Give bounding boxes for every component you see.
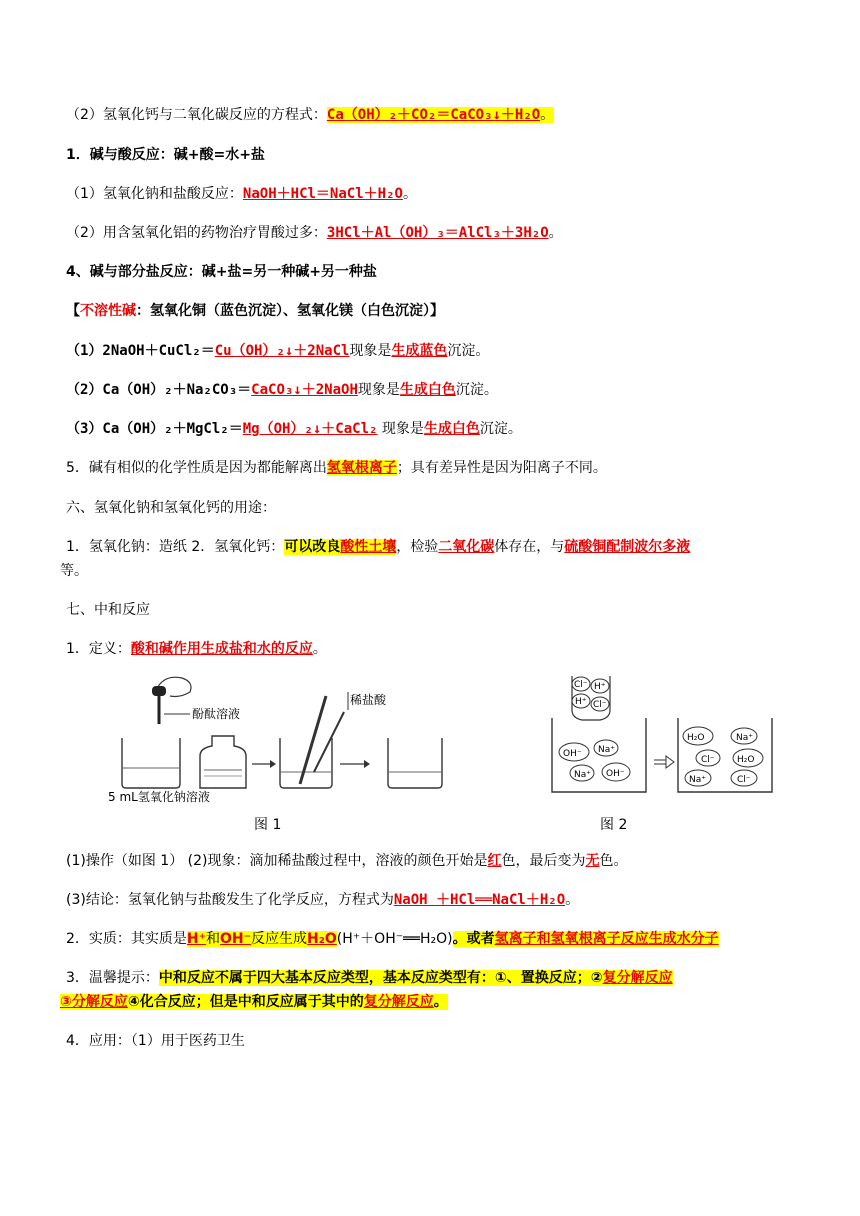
line-caoh2-na2co3: （2）Ca（OH）₂＋Na₂CO₃＝CaCO₃↓＋2NaOH现象是生成白色沉淀。 <box>66 382 498 398</box>
beaker-1 <box>122 738 180 788</box>
answer-phenomenon: 生成白色 <box>399 382 456 398</box>
answer-double-decomposition: 复分解反应 <box>602 970 673 986</box>
ion-label: H⁺ <box>575 697 587 707</box>
figure-2-caption: 图 2 <box>600 817 628 833</box>
line-uses-tail: 等。 <box>60 563 88 579</box>
answer-co2: 二氧化碳 <box>438 539 495 555</box>
line-uses-detail: 1．氢氧化钠：造纸 2．氢氧化钙：可以改良酸性土壤，检验二氧化碳体存在，与硫酸铜配制波尔多液 <box>66 539 691 555</box>
answer-equation: Ca（OH）₂＋CO₂＝CaCO₃↓＋H₂O <box>326 107 541 123</box>
figure-1 <box>104 668 454 804</box>
ion-label: H₂O <box>687 733 705 743</box>
ion-label: Cl⁻ <box>574 680 588 690</box>
arrow-head <box>270 760 276 768</box>
answer-equation: NaOH ＋HCl══NaCl＋H₂O <box>393 892 566 908</box>
answer-equation: NaOH＋HCl＝NaCl＋H₂O <box>242 186 403 202</box>
label-naoh-solution: 5 mL氢氧化钠溶液 <box>108 790 210 804</box>
line-conclusion: (3)结论：氢氧化钠与盐酸发生了化学反应，方程式为NaOH ＋HCl══NaCl＋H₂O。 <box>66 892 580 908</box>
answer-oh-ion: OH⁻ <box>220 931 252 947</box>
ion-label: OH⁻ <box>606 769 625 779</box>
line-caoh2-co2: （2）氢氧化钙与二氧化碳反应的方程式：Ca（OH）₂＋CO₂＝CaCO₃↓＋H₂O。 <box>66 107 555 123</box>
line-caoh2-mgcl2: （3）Ca（OH）₂＋MgCl₂＝Mg（OH）₂↓＋CaCl₂ 现象是生成白色沉淀。 <box>66 421 522 437</box>
line-tip-cont: ③分解反应④化合反应；但是中和反应属于其中的复分解反应。 <box>60 994 448 1010</box>
ion-label: Na⁺ <box>689 775 706 785</box>
heading-base-salt: 4、碱与部分盐反应：碱+盐=另一种碱+另一种盐 <box>66 264 377 280</box>
line-essence: 2．实质：其实质是H⁺和OH⁻反应生成H₂O(H⁺＋OH⁻══H₂O)。或者氢离子和氢氧根离子反应生成水分子 <box>66 931 719 947</box>
heading-base-acid: 1．碱与酸反应：碱+酸=水+盐 <box>66 147 265 163</box>
ion-label: Cl⁻ <box>593 700 607 710</box>
figure-1-caption: 图 1 <box>254 817 282 833</box>
answer-equation: Cu（OH）₂↓＋2NaCl <box>214 343 350 359</box>
dropper-bulb <box>152 686 166 696</box>
heading-uses: 六、氢氧化钠和氢氧化钙的用途： <box>66 500 276 516</box>
answer-equation: 3HCl＋Al（OH）₃＝AlCl₃＋3H₂O <box>326 225 549 241</box>
answer-equation: Mg（OH）₂↓＋CaCl₂ <box>242 421 378 437</box>
line-application: 4．应用：（1）用于医药卫生 <box>66 1033 245 1049</box>
line-naoh-hcl: （1）氢氧化钠和盐酸反应：NaOH＋HCl＝NaCl＋H₂O。 <box>66 186 417 202</box>
answer-decomposition: ③分解反应 <box>60 994 128 1010</box>
ion-label: Na⁺ <box>598 745 615 755</box>
heading-neutralization: 七、中和反应 <box>66 602 150 618</box>
answer-phenomenon: 生成蓝色 <box>391 343 448 359</box>
answer-hydroxide-ion: 氢氧根离子 <box>326 460 397 476</box>
answer-acid-soil: 酸性土壤 <box>340 539 397 555</box>
answer-double-decomposition: 复分解反应 <box>363 994 434 1010</box>
figure-2 <box>548 674 776 798</box>
ion-label: Na⁺ <box>736 733 753 743</box>
answer-water: H₂O <box>307 931 337 947</box>
answer-definition: 酸和碱作用生成盐和水的反应 <box>130 641 313 657</box>
arrow-right <box>666 756 674 768</box>
glass-rod <box>300 696 326 784</box>
line-operation: (1)操作（如图 1） (2)现象：滴加稀盐酸过程中，溶液的颜色开始是红色，最后变为无色。 <box>66 853 628 869</box>
line-naoh-cucl2: （1）2NaOH＋CuCl₂＝Cu（OH）₂↓＋2NaCl现象是生成蓝色沉淀。 <box>66 343 490 359</box>
answer-phenomenon: 生成白色 <box>423 421 480 437</box>
line-insoluble-base: 【不溶性碱：氢氧化铜（蓝色沉淀）、氢氧化镁（白色沉淀）】 <box>66 303 444 319</box>
beaker-3 <box>388 738 442 788</box>
ion-label: Cl⁻ <box>701 755 715 765</box>
ion-label: Cl⁻ <box>737 775 751 785</box>
label-phenolphthalein: 酚酞溶液 <box>192 707 241 721</box>
line-aloh3: （2）用含氢氧化铝的药物治疗胃酸过多：3HCl＋Al（OH）₃＝AlCl₃＋3H₂O。 <box>66 225 563 241</box>
ion-label: Na⁺ <box>574 770 591 780</box>
line-similar-properties: 5．碱有相似的化学性质是因为都能解离出氢氧根离子；具有差异性是因为阳离子不同。 <box>66 460 607 476</box>
answer-bordeaux: 硫酸铜配制波尔多液 <box>564 539 691 555</box>
arrow-head <box>364 760 370 768</box>
line-definition: 1．定义：酸和碱作用生成盐和水的反应。 <box>66 641 327 657</box>
reagent-bottle <box>200 736 246 788</box>
answer-h-ion: H⁺ <box>186 931 207 947</box>
keyword-insoluble-base: 不溶性碱 <box>80 303 136 319</box>
answer-colorless: 无 <box>585 853 600 869</box>
ion-label: H₂O <box>737 755 755 765</box>
answer-equation: CaCO₃↓＋2NaOH <box>251 382 358 398</box>
answer-red: 红 <box>487 853 502 869</box>
answer-essence: 氢离子和氢氧根离子反应生成水分子 <box>494 931 719 947</box>
label-dilute-hcl: 稀盐酸 <box>350 693 387 707</box>
ion-label: H⁺ <box>594 682 606 692</box>
ion-label: OH⁻ <box>563 749 582 759</box>
line-tip: 3．温馨提示：中和反应不属于四大基本反应类型，基本反应类型有：①、置换反应；②复分解反应 <box>66 970 673 986</box>
